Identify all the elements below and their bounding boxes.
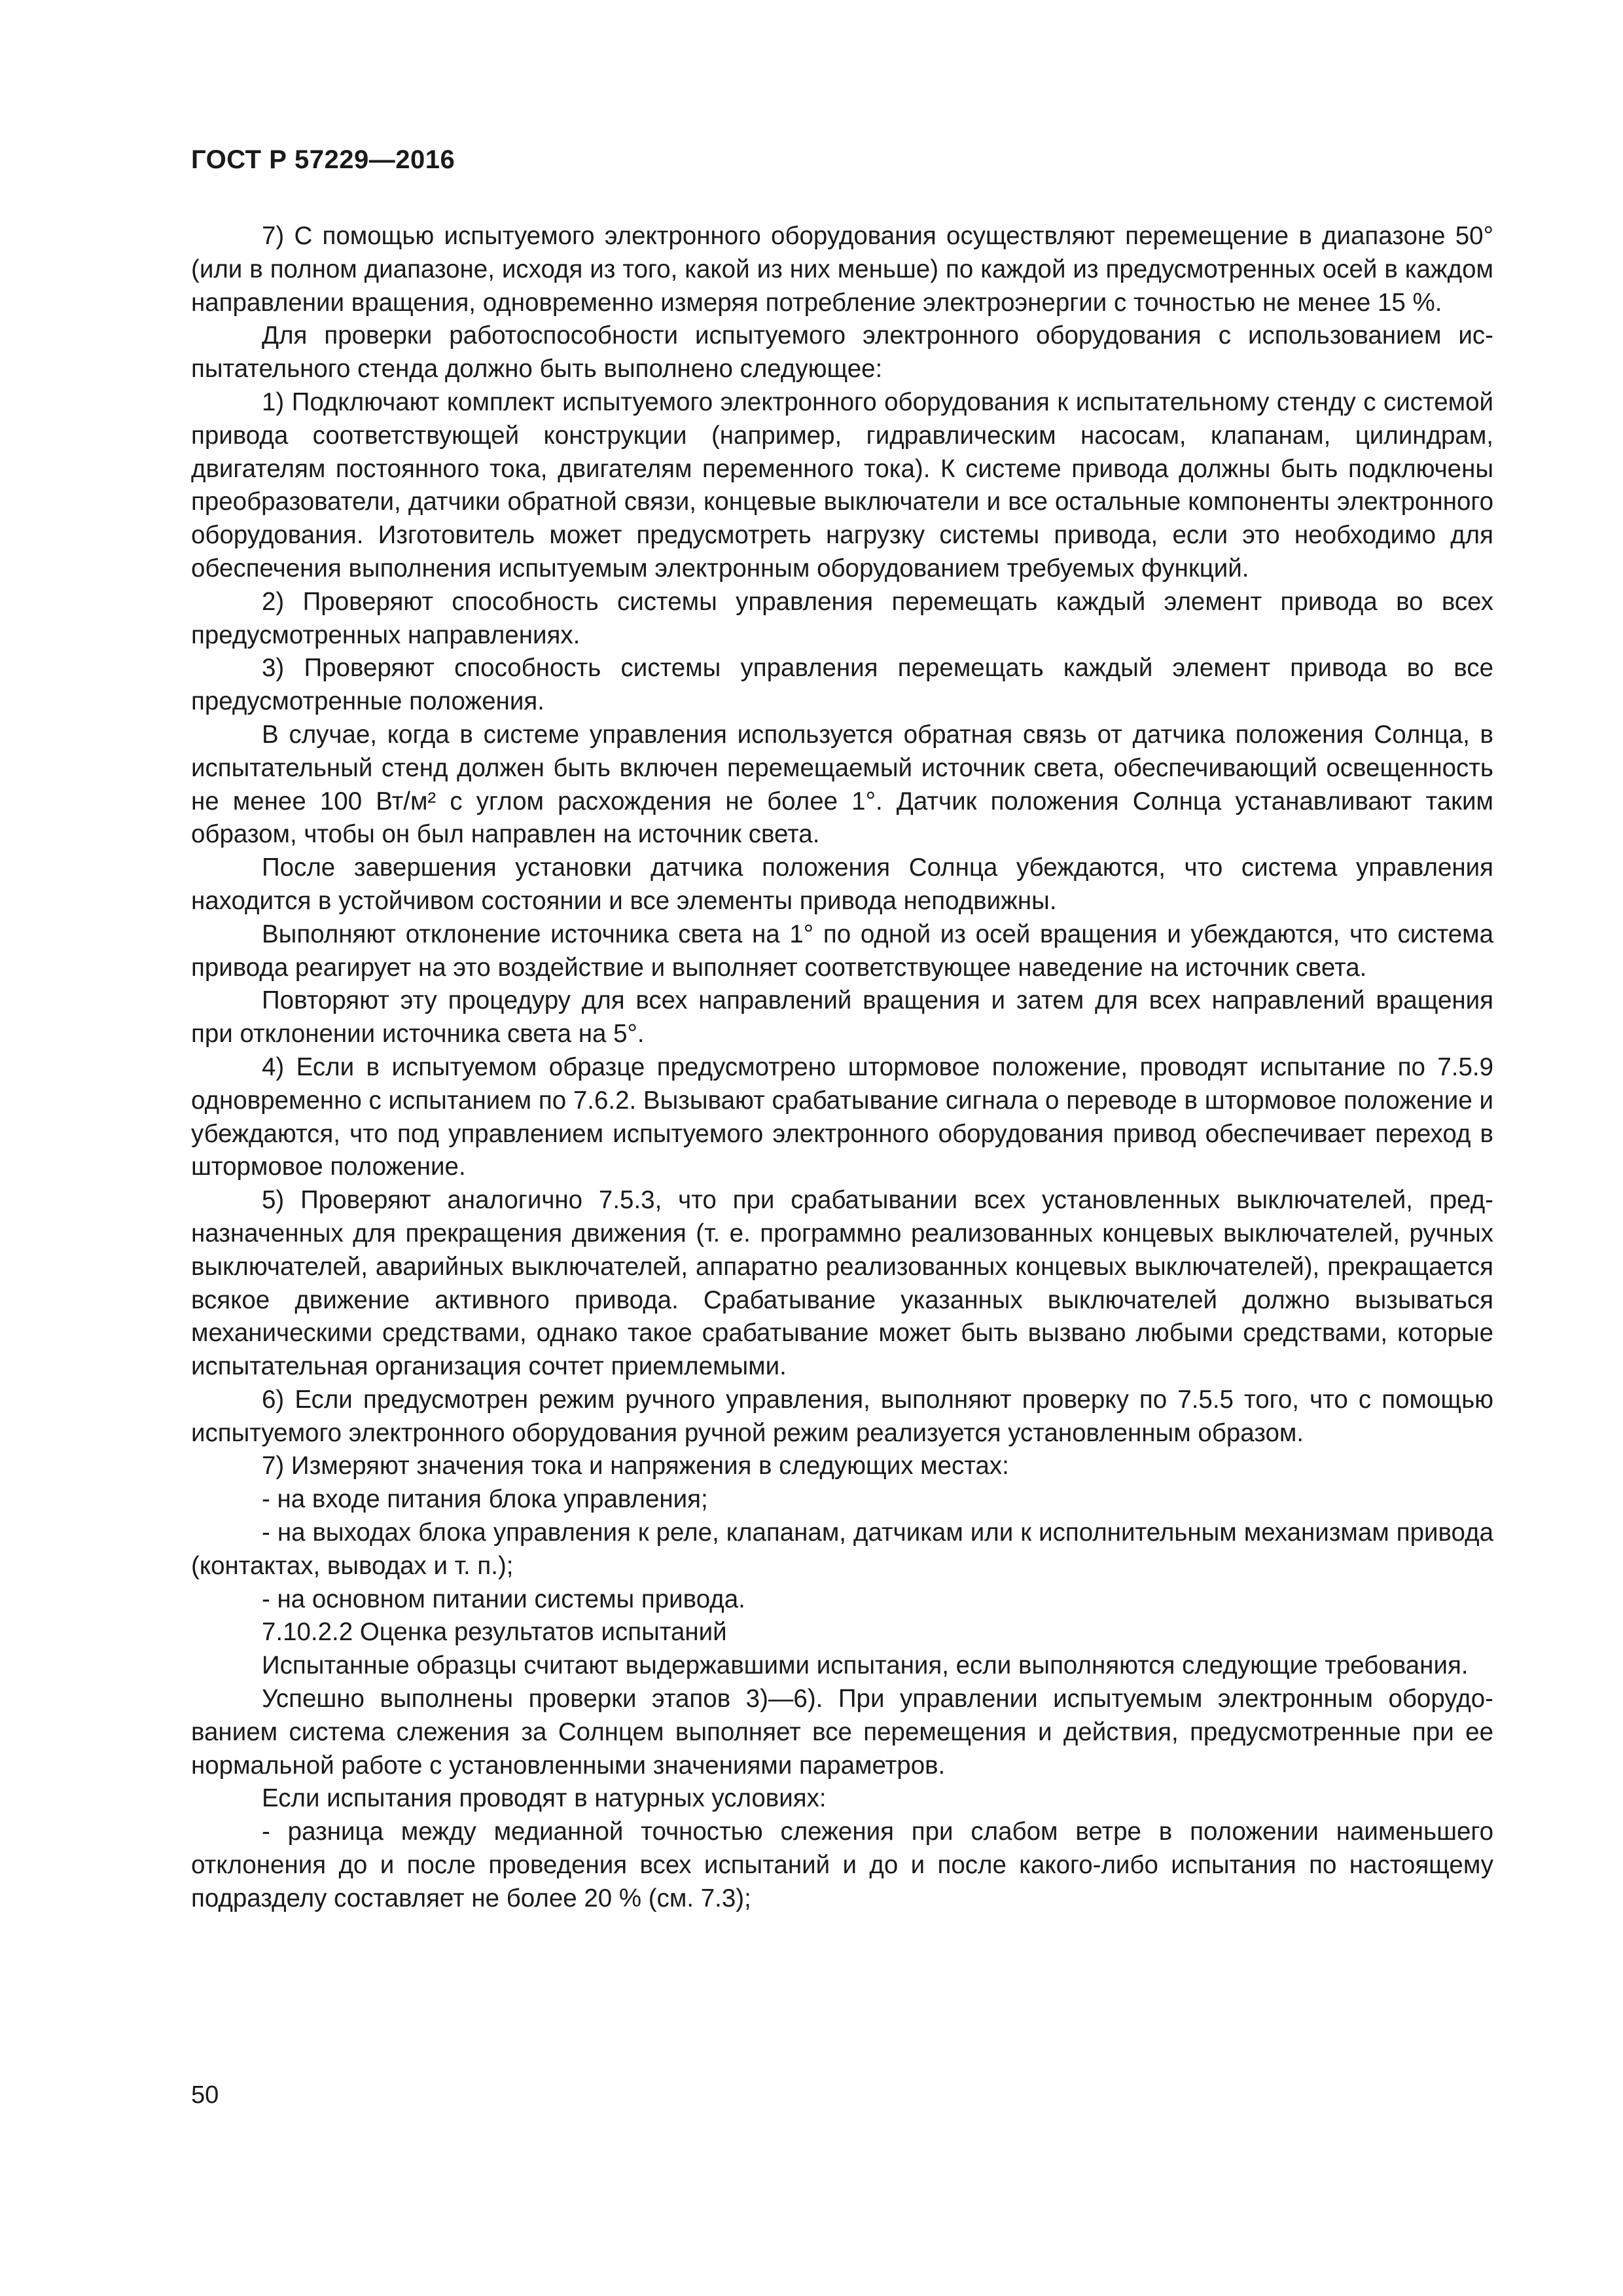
document-body [191, 220, 1493, 1916]
paragraph: Если испытания проводят в натурных условиях: [262, 1784, 827, 1813]
paragraph: 7) С помощью испытуемого электронного оборудования осуществляют перемещение в диапазоне 50° (или в полном диапазоне, исходя из того, какой из них меньше) по каждой из предусмотренных осей в каждом направлении вращения, одновременно измеряя потребление электроэнергии с точностью не менее 15 %. [191, 222, 1493, 317]
paragraph: Испытанные образцы считают выдержавшими испытания, если выполняются следующие требования. [262, 1651, 1469, 1680]
paragraph: 2) Проверяют способность системы управления перемещать каждый элемент привода во всех предусмотренных направлениях. [191, 587, 1493, 649]
list-item: - разница между медианной точностью слежения при слабом ветре в положении наименьшего отклонения до и после проведения всех испытаний и до и после какого-либо испытания по настоящему подразделу составляет не более 20 % (см. 7.3); [191, 1818, 1493, 1912]
paragraph: 4) Если в испытуемом образце предусмотрено штормовое положение, проводят испытание по 7.5.9 одновременно с испытанием по 7.6.2. Вызывают срабатывание сигнала о переводе в штормовое положение и убеждаются, что под управлением испытуемого электронного оборудования привод обеспечивает переход в штормовое положение. [191, 1052, 1493, 1181]
paragraph: 5) Проверяют аналогично 7.5.3, что при срабатывании всех установленных выключателей, предназначенных для прекращения движения (т. е. программно реализованных концевых выключателей, ручных выключателей, аварийных выключателей, аппаратно реализованных концевых выключателей), прекращается всякое движение активного привода. Срабатывание указанных выключателей должно вызываться механическими средствами, однако такое срабатывание может быть вызвано любыми средствами, которые испытательная организация сочтет приемлемыми. [191, 1186, 1493, 1381]
page-number: 50 [191, 2081, 219, 2109]
document-code-header: ГОСТ Р 57229—2016 [191, 145, 455, 174]
paragraph: Выполняют отклонение источника света на 1° по одной из осей вращения и убеждаются, что система привода реагирует на это воздействие и выполняет соответствующее наведение на источник света. [191, 920, 1493, 982]
paragraph: После завершения установки датчика положения Солнца убеждаются, что система управления находится в устойчивом состоянии и все элементы привода неподвижны. [191, 853, 1493, 915]
section-heading: 7.10.2.2 Оценка результатов испытаний [262, 1618, 727, 1647]
paragraph: В случае, когда в системе управления используется обратная связь от датчика положения Солнца, в испытательный стенд должен быть включен перемещаемый источник света, обеспечивающий освещенность не менее 100 Вт/м² с углом расхождения не более 1°. Датчик положения Солнца устанавливают таким образом, чтобы он был направлен на источник света. [191, 720, 1493, 849]
paragraph: Для проверки работоспособности испытуемого электронного оборудования с использованием испытательного стенда должно быть выполнено следующее: [191, 321, 1493, 384]
list-item: - на основном питании системы привода. [262, 1585, 745, 1613]
list-item: - на выходах блока управления к реле, клапанам, датчикам или к исполнительным механизмам привода (контактах, выводах и т. п.); [191, 1518, 1493, 1580]
paragraph: Успешно выполнены проверки этапов 3)—6). При управлении испытуемым электронным оборудованием система слежения за Солнцем выполняет все перемещения и действия, предусмотренные при ее нормальной работе с установленными значениями параметров. [191, 1685, 1493, 1780]
paragraph: Повторяют эту процедуру для всех направлений вращения и затем для всех направлений вращения при отклонении источника света на 5°. [191, 986, 1493, 1049]
paragraph: 6) Если предусмотрен режим ручного управления, выполняют проверку по 7.5.5 того, что с помощью испытуемого электронного оборудования ручной режим реализуется установленным образом. [191, 1385, 1493, 1447]
paragraph: 1) Подключают комплект испытуемого электронного оборудования к испытательному стенду с системой привода соответствующей конструкции (например, гидравлическим насосам, клапанам, цилиндрам, двигателям постоянного тока, двигателям переменного тока). К системе привода должны быть подключены преобразователи, датчики обратной связи, концевые выключатели и все остальные компоненты электронного оборудования. Изготовитель может предусмотреть нагрузку системы привода, если это необходимо для обеспечения выполнения испытуемым электронным оборудованием требуемых функций. [191, 387, 1493, 583]
list-item: - на входе питания блока управления; [262, 1485, 708, 1514]
paragraph: 7) Измеряют значения тока и напряжения в следующих местах: [262, 1452, 1009, 1480]
paragraph: 3) Проверяют способность системы управления перемещать каждый элемент привода во все предусмотренные положения. [191, 654, 1493, 716]
